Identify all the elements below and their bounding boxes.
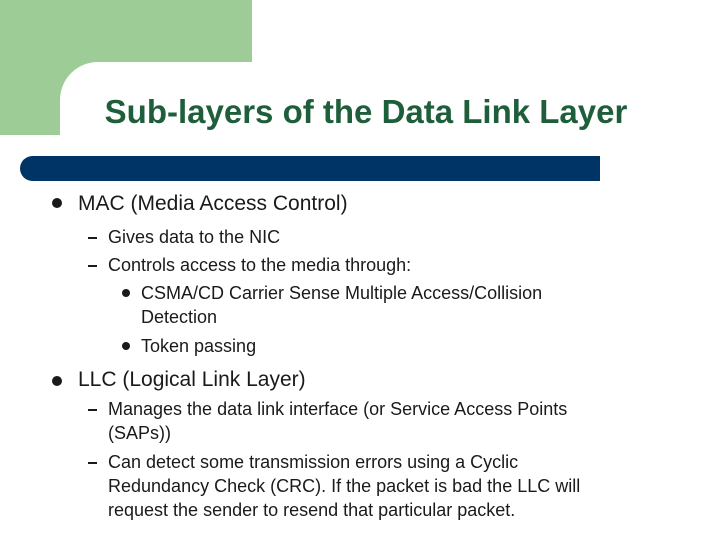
mac-item-2: Controls access to the media through: (108, 255, 412, 275)
dash-icon (88, 237, 97, 239)
llc-item-2-line-1: Can detect some transmission errors using a Cyclic (108, 452, 519, 472)
llc-item-2-line-2: Redundancy Check (CRC). If the packet is bad the LLC will (108, 476, 581, 496)
dash-icon (88, 462, 97, 464)
bullet-icon (122, 342, 130, 350)
mac-subitem-2: Token passing (141, 336, 257, 356)
bullet-icon (52, 376, 62, 386)
llc-item-2-line-3: request the sender to resend that particular packet. (108, 500, 516, 520)
bullet-icon (52, 198, 62, 208)
mac-subitem-1-line-2: Detection (141, 307, 218, 327)
dash-icon (88, 265, 97, 267)
dash-icon (88, 409, 97, 411)
mac-item-1: Gives data to the NIC (108, 227, 281, 247)
mac-subitem-1-line-1: CSMA/CD Carrier Sense Multiple Access/Collision (141, 283, 543, 303)
bullet-icon (122, 289, 130, 297)
llc-item-1-line-2: (SAPs)) (108, 423, 171, 443)
section-heading-mac: MAC (Media Access Control) (78, 192, 348, 215)
slide-title: Sub-layers of the Data Link Layer (104, 93, 628, 130)
llc-item-1-line-1: Manages the data link interface (or Service Access Points (108, 399, 568, 419)
section-heading-llc: LLC (Logical Link Layer) (78, 368, 306, 391)
